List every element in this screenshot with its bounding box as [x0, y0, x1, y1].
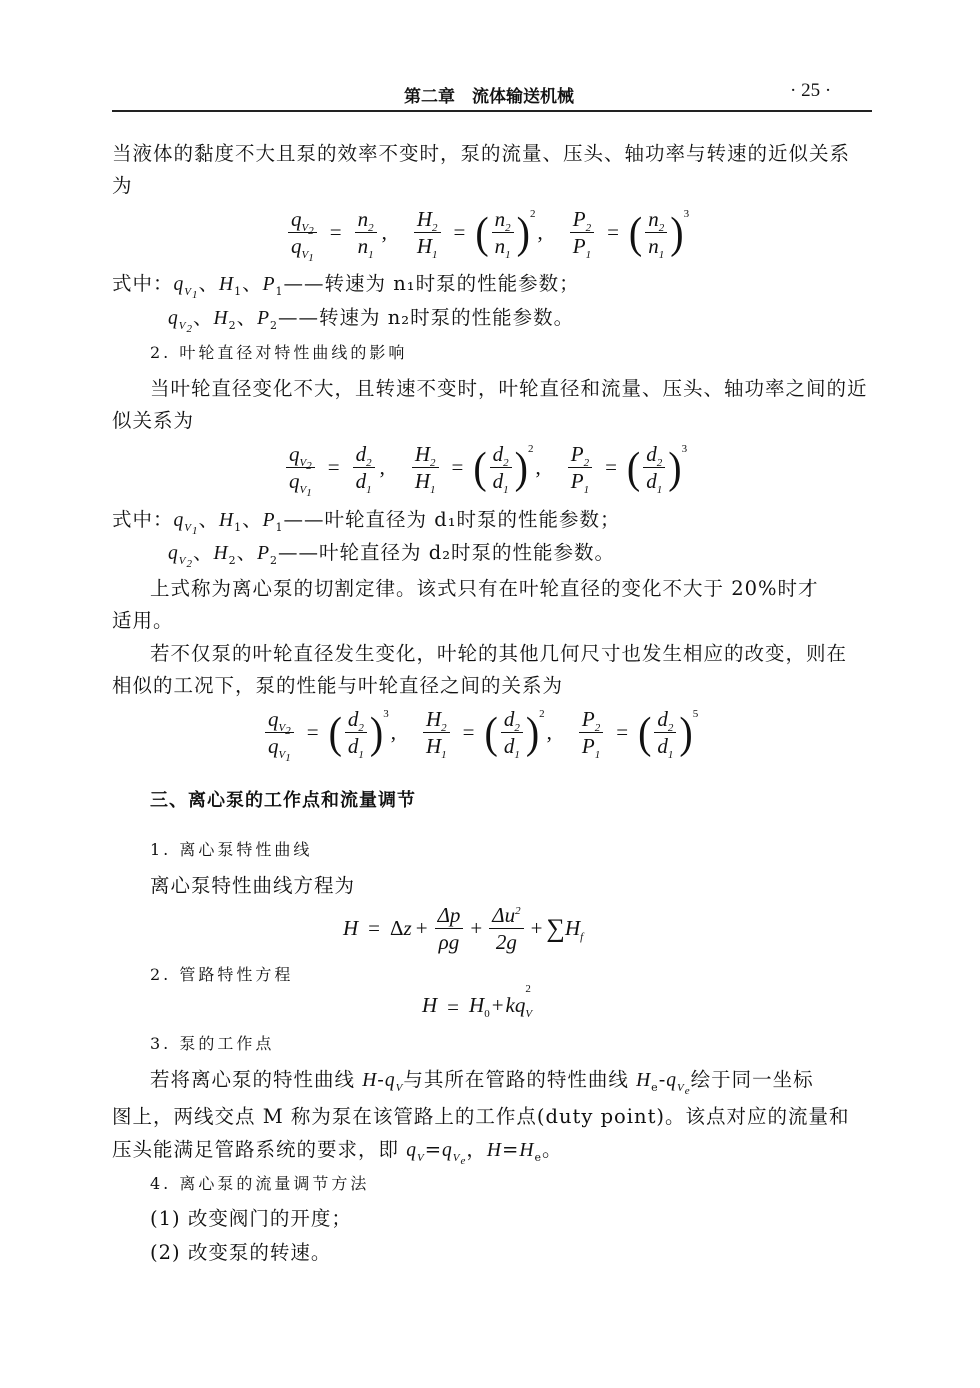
para-speed-line1: 当液体的黏度不大且泵的效率不变时，泵的流量、压头、轴功率与转速的近似关系: [112, 142, 851, 165]
where-diameter-2: $q_{V_2}$、$H_2$、$P_2——$叶轮直径为 d₂时泵的性能参数。: [168, 541, 616, 571]
para-diameter-line1: 当叶轮直径变化不大，且转速不变时，叶轮直径和流量、压头、轴功率之间的近: [150, 377, 868, 400]
section-three-title: 三、离心泵的工作点和流量调节: [150, 790, 416, 811]
chapter-header: 第二章 流体输送机械: [404, 87, 574, 107]
subsection-1-text: 离心泵特性曲线方程为: [150, 874, 356, 897]
equation-similarity-laws: $\frac{q_{V_2}}{q_{V_1}}$ = ( $\frac{d_2}{d_1}$ )$^3$, $\frac{H_2}{H_1}$ = ( $\frac{d_2}{d_1}$ )$^2$, $\frac{P_2}{P_1}$ = ( $\frac{d_2}{d_1}$ )$^5$: [262, 706, 698, 759]
equation-speed-laws: $\frac{q_{V_2}}{q_{V_1}}$ = $\frac{n_2}{n_1}$ , $\frac{H_2}{H_1}$ = ( $\frac{n_2}{n_1}$ )$^2$, $\frac{P_2}{P_1}$ = ( $\frac{n_2}{n_1}$ )$^3$: [285, 206, 689, 259]
where-speed-2: $q_{V_2}$、$H_2$、$P_2——$转速为 n₂时泵的性能参数。: [168, 306, 575, 336]
equation-pump-characteristic: H = Δz + $\frac{\Delta p}{\rho g}$ + $\frac{\Delta u^2}{2g}$ + $\sum H_f$: [343, 903, 584, 954]
section-diameter-title: 2. 叶轮直径对特性曲线的影响: [150, 343, 408, 362]
para-similarity-line2: 相似的工况下，泵的性能与叶轮直径之间的关系为: [112, 674, 564, 697]
subsection-3-title: 3. 泵的工作点: [150, 1034, 275, 1053]
subsection-1-title: 1. 离心泵特性曲线: [150, 840, 313, 859]
para-cutting-line1: 上式称为离心泵的切割定律。该式只有在叶轮直径的变化不大于 20%时才: [150, 577, 819, 600]
where-diameter-1: 式中：$q_{V_1}$、$H_1$、$P_1——$叶轮直径为 d₁时泵的性能参数；: [112, 508, 621, 538]
method-speed: (2) 改变泵的转速。: [150, 1241, 332, 1264]
para-cutting-line2: 适用。: [112, 609, 174, 632]
para-speed-line2: 为: [112, 174, 133, 197]
para-diameter-line2: 似关系为: [112, 409, 195, 432]
subsection-2-title: 2. 管路特性方程: [150, 965, 294, 984]
where-speed-1: 式中：$q_{V_1}$、$H_1$、$P_1——$转速为 n₁时泵的性能参数；: [112, 272, 580, 302]
subsection-4-title: 4. 离心泵的流量调节方法: [150, 1174, 370, 1193]
work-point-line1: 若将离心泵的特性曲线 $H-q_V$与其所在管路的特性曲线 $H_e-q_{V_e}$绘于同一坐标: [150, 1068, 814, 1098]
equation-diameter-laws: $\frac{q_{V_2}}{q_{V_1}}$ = $\frac{d_2}{d_1}$ , $\frac{H_2}{H_1}$ = ( $\frac{d_2}{d_1}$ )$^2$, $\frac{P_2}{P_1}$ = ( $\frac{d_2}{d_1}$ )$^3$: [283, 441, 687, 494]
method-valve: (1) 改变阀门的开度；: [150, 1207, 352, 1230]
work-point-line3: 压头能满足管路系统的要求，即 $q_V=q_{V_e}$，$H=H_e$。: [112, 1138, 563, 1168]
page-number: · 25 ·: [790, 80, 832, 101]
header-rule: [112, 110, 872, 112]
work-point-line2: 图上，两线交点 M 称为泵在该管路上的工作点(duty point)。该点对应的流量和: [112, 1105, 850, 1128]
para-similarity-line1: 若不仅泵的叶轮直径发生变化，叶轮的其他几何尺寸也发生相应的改变，则在: [150, 642, 848, 665]
equation-pipeline: $H = H_0+kq$ $^2$ $_V$: [422, 983, 533, 1021]
